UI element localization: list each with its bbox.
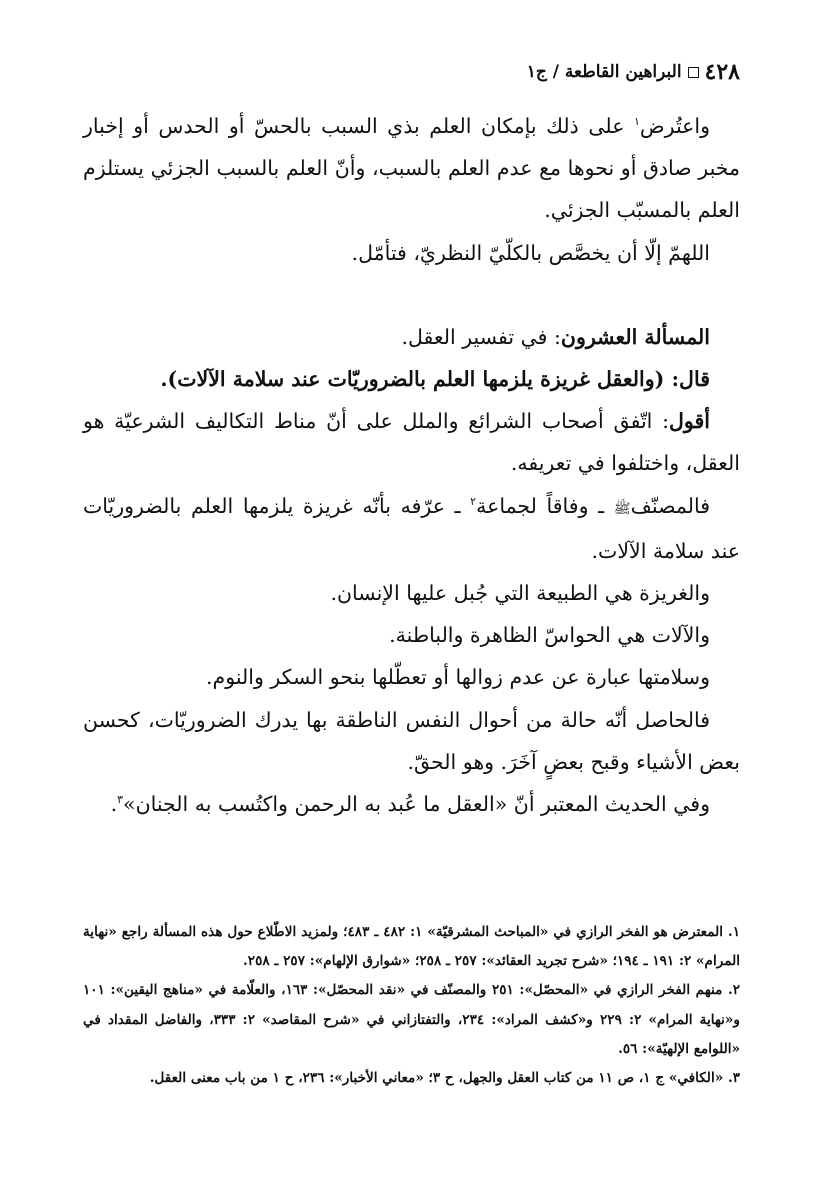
footnote-3: ٣. «الكافي» ج ١، ص ١١ من كتاب العقل والجهل، ح ٣؛ «معاني الأخبار»: ٢٣٦، ح ١ من باب معنى العقل. [149, 1070, 740, 1087]
paragraph-tools: والآلات هي الحواسّ الظاهرة والباطنة. [389, 623, 710, 648]
paragraph-conclusion: فالحاصل أنّه حالة من أحوال النفس الناطقة بها يدرك الضروريّات، كحسن بعض الأشياء وقبح بعضٍ آخَرَ. وهو الحقّ. [83, 707, 740, 774]
footnote-ref-1: ١ [633, 115, 640, 129]
paragraph-instinct: والغريزة هي الطبيعة التي جُبل عليها الإنسان. [330, 581, 710, 606]
footnote-1: ١. المعترض هو الفخر الرازي في «المباحث المشرقيّة» ١: ٤٨٢ ـ ٤٨٣؛ ولمزيد الاطّلاع حول هذه المسألة راجع «نهاية المرام» ٢: ١٩١ ـ ١٩٤؛ «شرح تجريد العقائد»: ٢٥٧ ـ ٢٥٨؛ «شوارق الإلهام»: ٢٥٧ ـ ٢٥٨. [83, 924, 741, 970]
issue-heading: المسألة العشرون: في تفسير العقل. [401, 324, 710, 349]
paragraph-definition: فالمصنّفﷺ ـ وفاقاً لجماعة$^٢$ ـ عرّفه بأنّه غريزة يلزمها العلم بالضروريّات عند سلامة الآلات. [83, 493, 740, 563]
paragraph-soundness: وسلامتها عبارة عن عدم زوالها أو تعطّلها بنحو السكر والنوم. [206, 665, 710, 690]
paragraph-objection: واعتُرض$^١$ على ذلك بإمكان العلم بذي السبب بالحسّ أو الحدس أو إخبار مخبر صادق أو نحوها مع عدم العلم بالسبب، وأنّ العلم بالسبب الجزئي يستلزم العلم بالمسبّب الجزئي. [83, 114, 740, 223]
footnote-2: ٢. منهم الفخر الرازي في «المحصّل»: ٢٥١ والمصنّف في «نقد المحصّل»: ١٦٣، والعلّامة في «مناهج اليقين»: ١٠١ و«نهاية المرام» ٢: ٢٢٩ و«كشف المراد»: ٢٣٤، والتفتازاني في «شرح المقاصد» ٢: ٣٣٣، والفاضل المقداد في «اللوامع الإلهيّة»: ٥٦. [83, 982, 740, 1057]
square-separator-icon [688, 67, 699, 78]
footnotes-section [83, 918, 740, 1093]
honorific-glyph: ﷺ [613, 500, 631, 517]
main-text [83, 105, 740, 825]
footnote-ref-3: ٣ [117, 793, 124, 807]
running-title: البراهين القاطعة / ج١ [526, 62, 682, 82]
footnote-ref-2: ٢ [470, 494, 477, 508]
page-header [83, 58, 740, 86]
paragraph-hadith: وفي الحديث المعتبر أنّ «العقل ما عُبد به الرحمن واكتُسب به الجنان»$^٣$. [110, 792, 710, 817]
paragraph-exception: اللهمّ إلّا أن يخصَّص بالكلّيّ النظريّ، فتأمّل. [351, 240, 710, 265]
aqul-statement: أقول: اتّفق أصحاب الشرائع والملل على أنّ مناط التكاليف الشرعيّة هو العقل، واختلفوا في تعريفه. [83, 409, 740, 476]
qal-statement: قال: (والعقل غريزة يلزمها العلم بالضروريّات عند سلامة الآلات). [160, 367, 710, 392]
page-number: ٤٢٨ [704, 59, 740, 85]
